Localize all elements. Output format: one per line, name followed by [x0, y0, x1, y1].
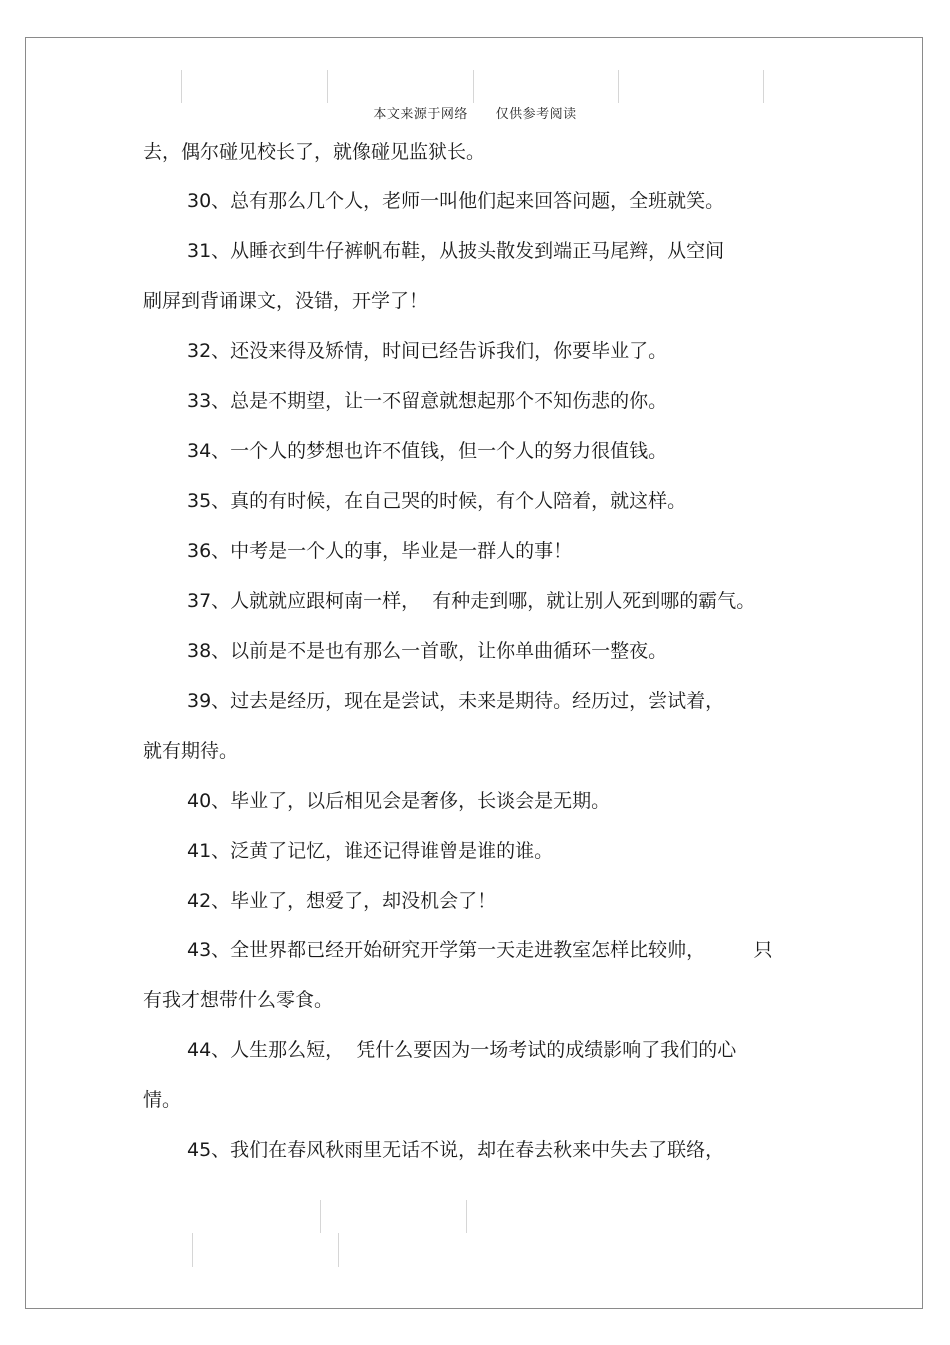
text-line: 刷屏到背诵课文，没错，开学了！ — [143, 290, 429, 312]
page-frame — [25, 37, 923, 1309]
text-line: 31、从睡衣到牛仔裤帆布鞋，从披头散发到端正马尾辫，从空间 — [187, 240, 725, 262]
footer-divider — [320, 1200, 321, 1233]
text-line: 就有期待。 — [143, 740, 239, 762]
header-divider — [327, 70, 328, 103]
text-line: 44、人生那么短， 凭什么要因为一场考试的成绩影响了我们的心 — [187, 1039, 737, 1061]
text-line: 有我才想带什么零食。 — [143, 989, 334, 1011]
text-line: 34、一个人的梦想也许不值钱，但一个人的努力很值钱。 — [187, 440, 668, 462]
text-line: 43、全世界都已经开始研究开学第一天走进教室怎样比较帅， 只 — [187, 939, 773, 961]
text-line: 38、以前是不是也有那么一首歌，让你单曲循环一整夜。 — [187, 640, 668, 662]
text-line: 40、毕业了，以后相见会是奢侈，长谈会是无期。 — [187, 790, 611, 812]
header-divider — [763, 70, 764, 103]
text-line: 35、真的有时候，在自己哭的时候，有个人陪着，就这样。 — [187, 490, 687, 512]
header-divider — [618, 70, 619, 103]
source-note: 本文来源于网络 仅供参考阅读 — [373, 107, 577, 122]
text-line: 41、泛黄了记忆，谁还记得谁曾是谁的谁。 — [187, 840, 554, 862]
text-line: 去，偶尔碰见校长了，就像碰见监狱长。 — [143, 141, 486, 163]
text-line: 情。 — [143, 1089, 182, 1111]
text-line: 30、总有那么几个人，老师一叫他们起来回答问题，全班就笑。 — [187, 190, 725, 212]
text-line: 39、过去是经历，现在是尝试，未来是期待。经历过，尝试着， — [187, 690, 725, 712]
footer-divider — [338, 1233, 339, 1267]
footer-divider — [192, 1233, 193, 1267]
footer-divider — [466, 1200, 467, 1233]
text-line: 32、还没来得及矫情，时间已经告诉我们，你要毕业了。 — [187, 340, 668, 362]
header-divider — [181, 70, 182, 103]
text-line: 36、中考是一个人的事，毕业是一群人的事！ — [187, 540, 573, 562]
text-line: 42、毕业了，想爱了，却没机会了！ — [187, 890, 497, 912]
header-divider — [473, 70, 474, 103]
text-line: 45、我们在春风秋雨里无话不说，却在春去秋来中失去了联络， — [187, 1139, 725, 1161]
text-line: 33、总是不期望，让一不留意就想起那个不知伤悲的你。 — [187, 390, 668, 412]
text-line: 37、人就就应跟柯南一样， 有种走到哪，就让别人死到哪的霸气。 — [187, 590, 756, 612]
